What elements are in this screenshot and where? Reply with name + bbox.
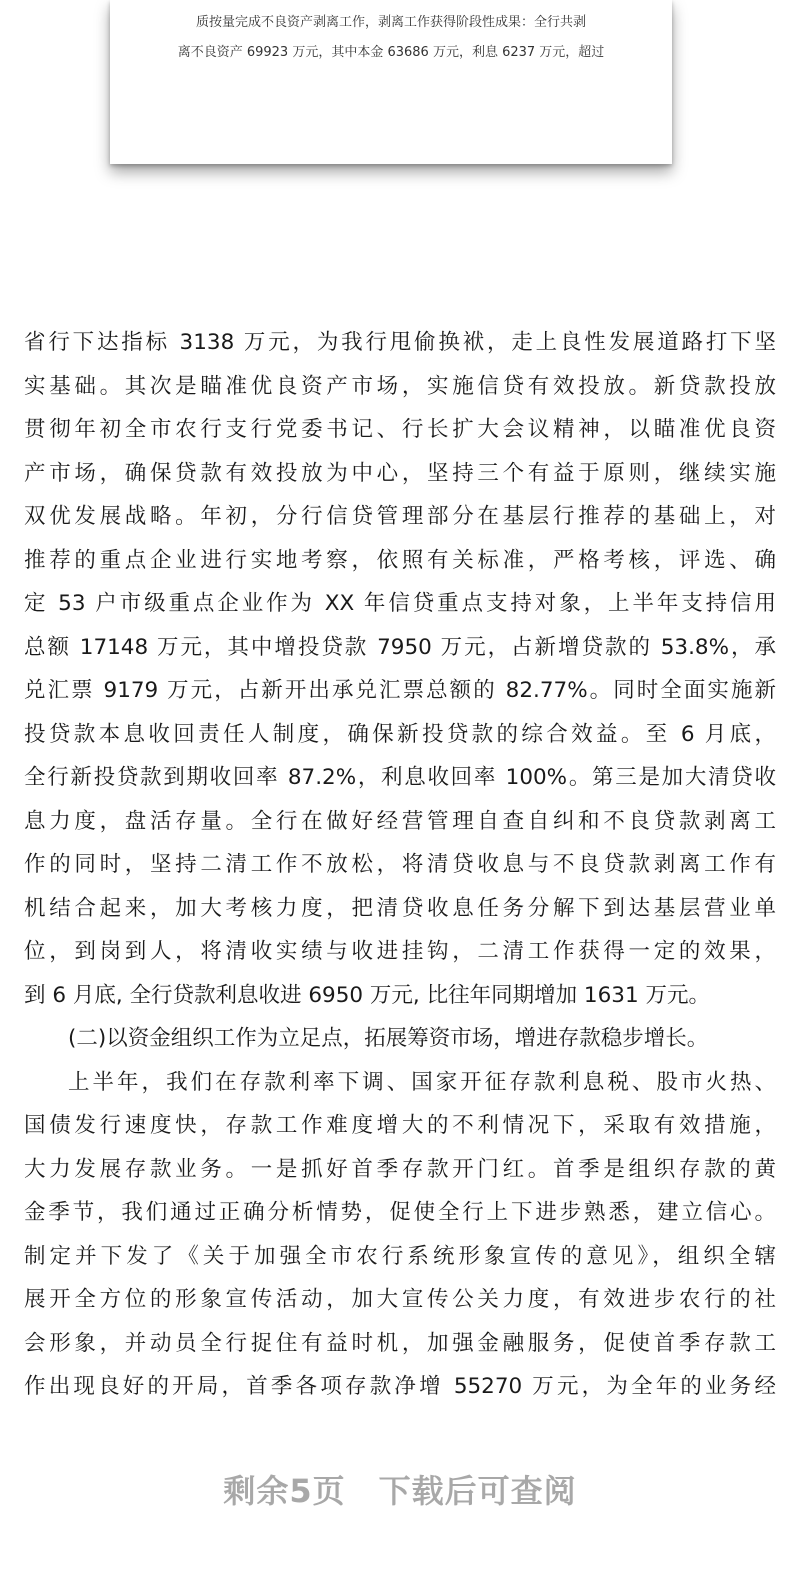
body-line: 总额 17148 万元，其中增投贷款 7950 万元，占新增贷款的 53.8%，承 bbox=[24, 634, 776, 660]
body-line: 国债发行速度快，存款工作难度增大的不利情况下，采取有效措施， bbox=[24, 1113, 776, 1138]
body-line: 投贷款本息收回责任人制度，确保新投贷款的综合效益。至 6 月底， bbox=[24, 721, 776, 747]
body-line: 金季节，我们通过正确分析情势，促使全行上下进步熟悉，建立信心。 bbox=[24, 1200, 776, 1225]
document-preview-card bbox=[110, 0, 672, 164]
preview-line: 离不良资产 69923 万元，其中本金 63686 万元，利息 6237 万元，超过 bbox=[177, 45, 605, 60]
body-line: 兑汇票 9179 万元，占新开出承兑汇票总额的 82.77%。同时全面实施新 bbox=[24, 678, 776, 703]
body-line: 展开全方位的形象宣传活动，加大宣传公关力度，有效进步农行的社 bbox=[24, 1287, 776, 1312]
body-line: 会形象，并动员全行捉住有益时机，加强金融服务，促使首季存款工 bbox=[24, 1330, 776, 1356]
remaining-pages-notice[interactable]: 剩余5页 下载后可查阅 bbox=[223, 1472, 577, 1510]
body-line: 省行下达指标 3138 万元，为我行甩偷换袱，走上良性发展道路打下坚 bbox=[24, 330, 776, 355]
body-line: 产市场，确保贷款有效投放为中心，坚持三个有益于原则，继续实施 bbox=[24, 460, 776, 486]
body-line: 息力度，盘活存量。全行在做好经营管理自查自纠和不良贷款剥离工 bbox=[24, 808, 776, 834]
body-line: 作的同时，坚持二清工作不放松，将清贷收息与不良贷款剥离工作有 bbox=[24, 852, 776, 877]
body-line: 推荐的重点企业进行实地考察，依照有关标准，严格考核，评选、确 bbox=[24, 547, 776, 573]
body-line: 制定并下发了《关于加强全市农行系统形象宣传的意见》，组织全辖 bbox=[24, 1243, 776, 1269]
body-line: 机结合起来，加大考核力度，把清贷收息任务分解下到达基层营业单 bbox=[24, 895, 776, 921]
preview-line: 质按量完成不良资产剥离工作，剥离工作获得阶段性成果：全行共剥 bbox=[195, 15, 586, 30]
document-body bbox=[24, 321, 776, 1409]
body-line: 上半年，我们在存款利率下调、国家开征存款利息税、股市火热、 bbox=[68, 1069, 776, 1095]
body-line: 贯彻年初全市农行支行党委书记、行长扩大会议精神，以瞄准优良资 bbox=[24, 417, 776, 442]
body-line: 定 53 户市级重点企业作为 XX 年信贷重点支持对象，上半年支持信用 bbox=[24, 591, 776, 616]
body-line: 位，到岗到人，将清收实绩与收进挂钩，二清工作获得一定的效果， bbox=[24, 939, 776, 964]
body-line: 全行新投贷款到期收回率 87.2%，利息收回率 100%。第三是加大清贷收 bbox=[24, 765, 776, 790]
body-line: 到 6 月底, 全行贷款利息收进 6950 万元, 比往年同期增加 1631 万元。 bbox=[24, 982, 710, 1008]
body-line: 大力发展存款业务。一是抓好首季存款开门红。首季是组织存款的黄 bbox=[24, 1156, 776, 1182]
body-line: 实基础。其次是瞄准优良资产市场，实施信贷有效投放。新贷款投放 bbox=[24, 373, 776, 399]
body-line: 双优发展战略。年初，分行信贷管理部分在基层行推荐的基础上，对 bbox=[24, 504, 776, 529]
body-line: 作出现良好的开局，首季各项存款净增 55270 万元，为全年的业务经 bbox=[24, 1374, 776, 1399]
section-heading: (二)以资金组织工作为立足点，拓展筹资市场，增进存款稳步增长。 bbox=[68, 1026, 709, 1051]
